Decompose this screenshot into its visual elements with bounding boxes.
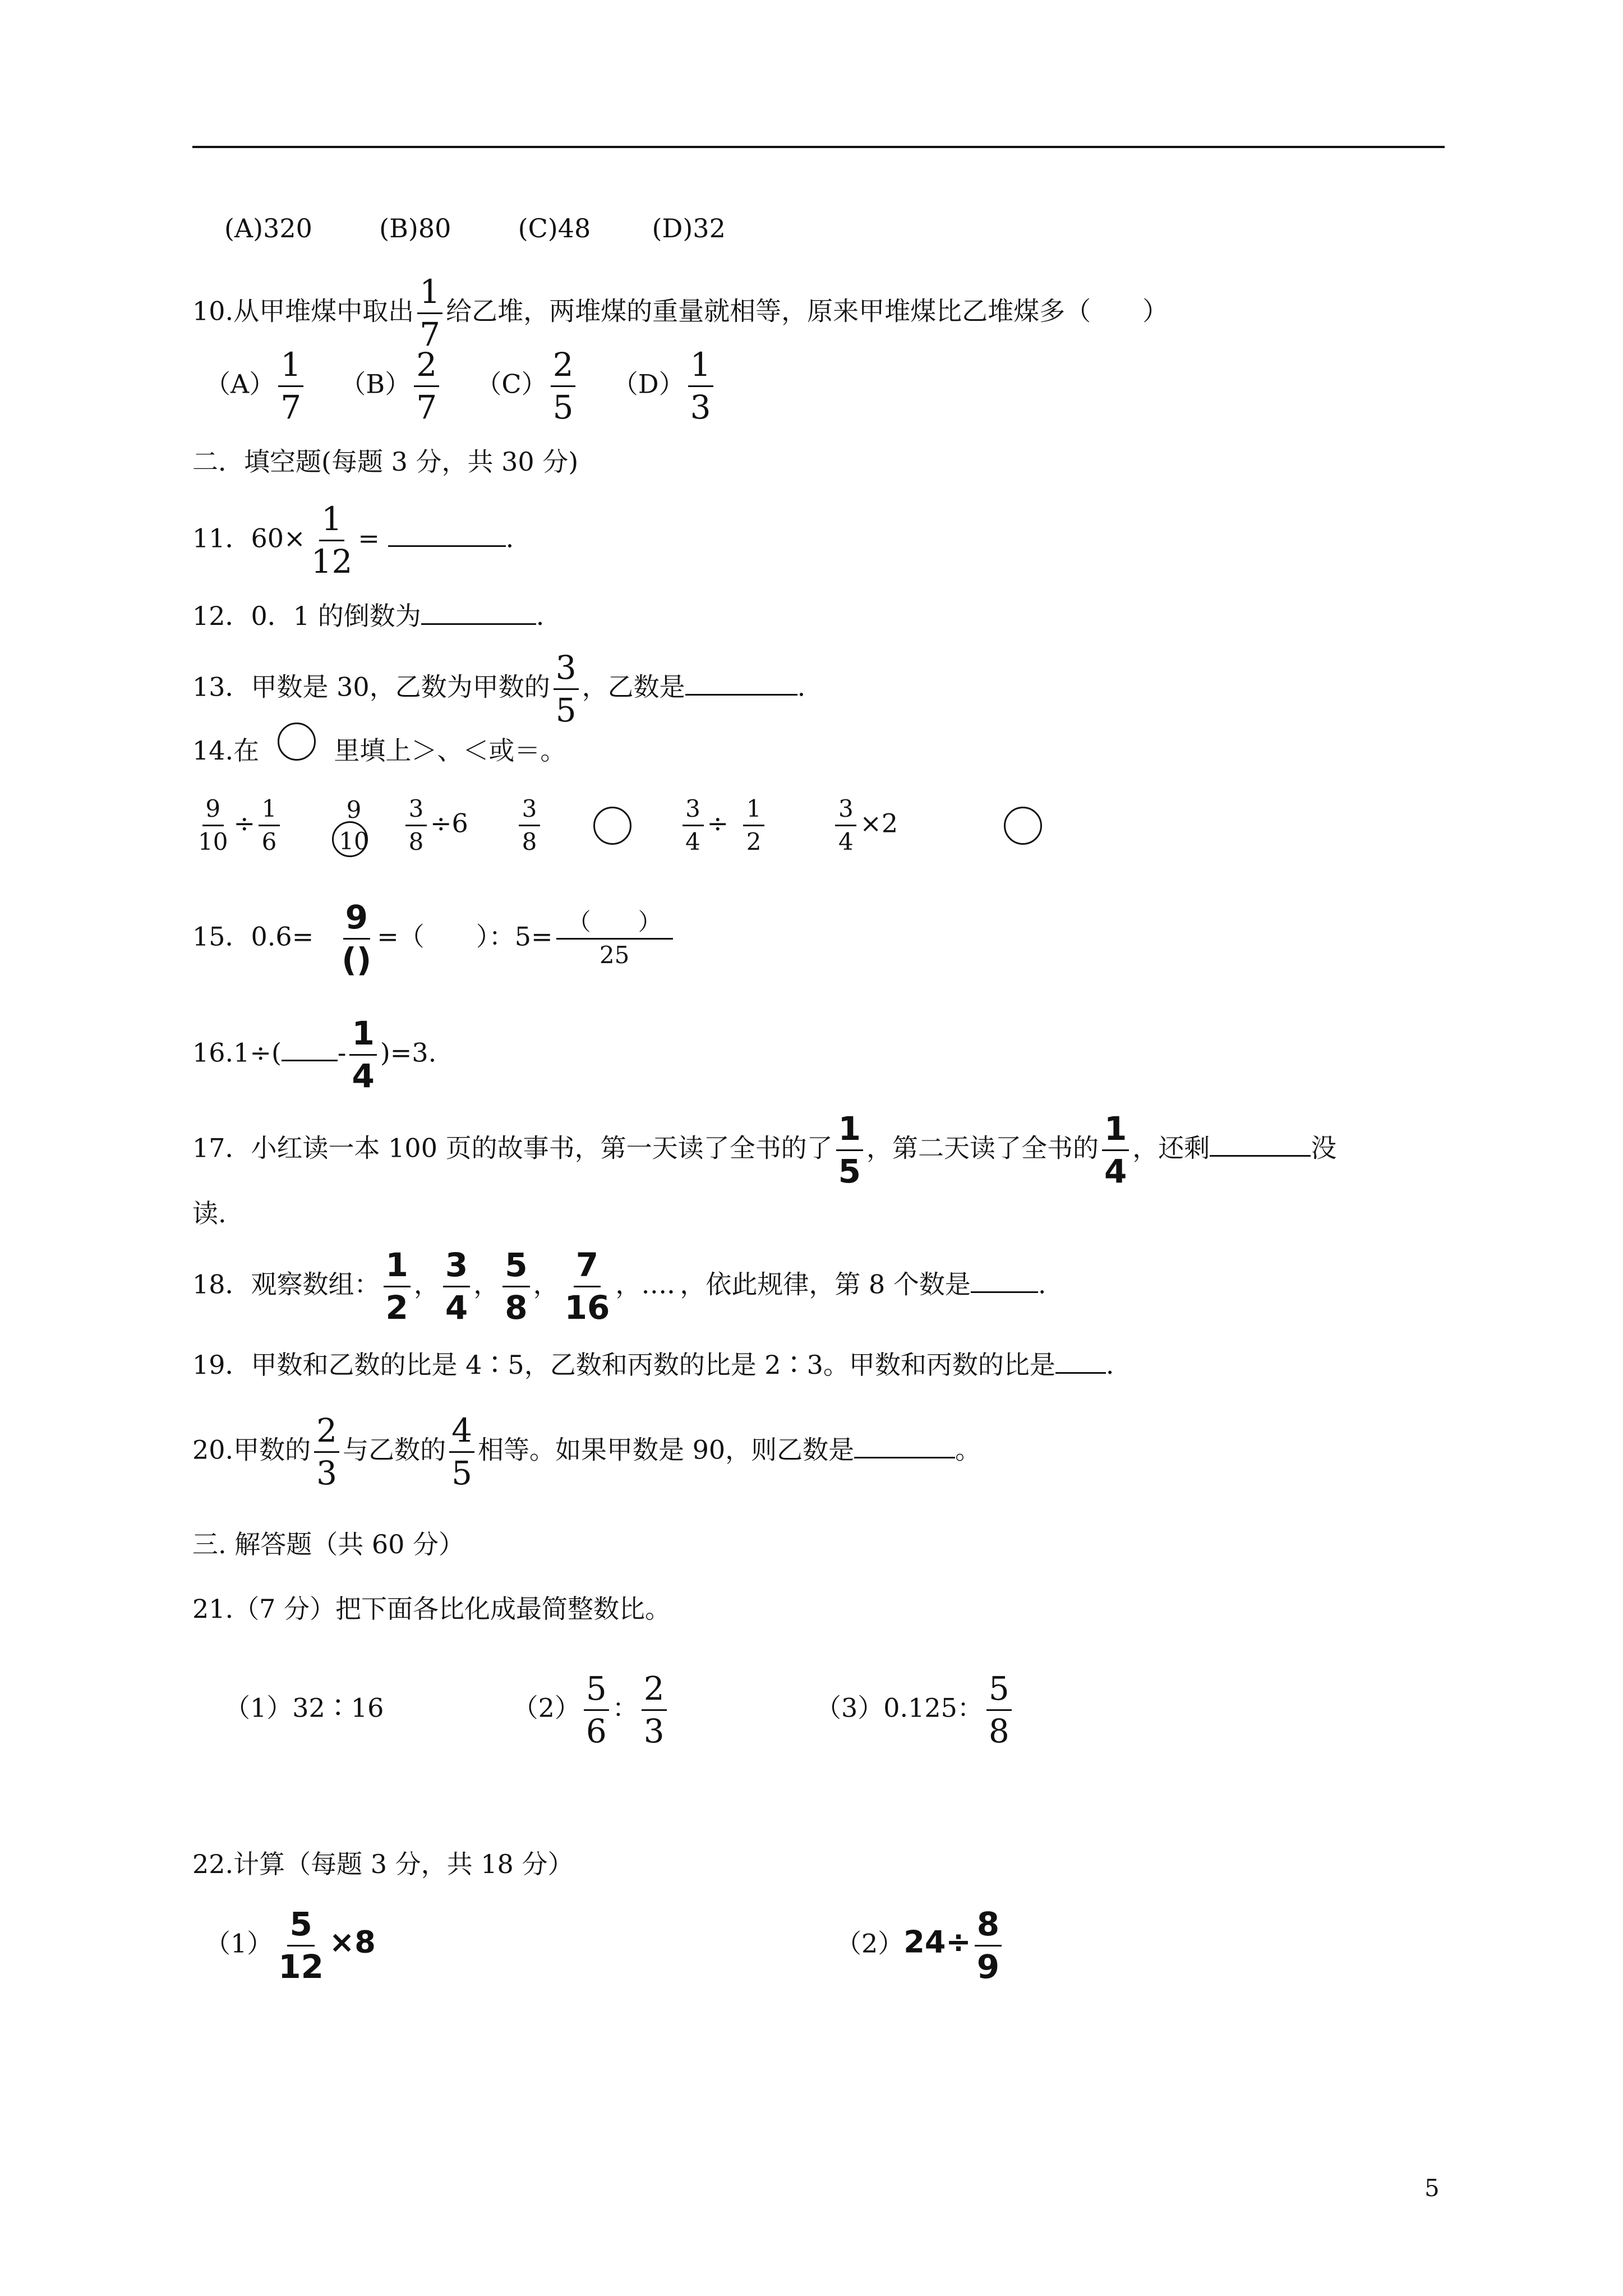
q10-opt-a-num: 1 bbox=[278, 348, 303, 387]
question-18: 18．观察数组： $\frac{1}{2}$ ， $\frac{3}{4}$ ， $\frac{5}{8}$ ， $\frac{7}{16}$ ，…．，依此规律，第 8 个数是 . bbox=[192, 1246, 1046, 1327]
q14-item3-op: ÷6 bbox=[430, 808, 468, 839]
q10-opt-b-label: （B） bbox=[340, 369, 411, 399]
q21-part-2-frac-1 bbox=[584, 1669, 609, 1750]
q10-opt-d-num: 1 bbox=[688, 348, 713, 387]
q10-opt-a-den: 7 bbox=[280, 388, 302, 426]
q18-frac-3 bbox=[502, 1248, 529, 1325]
q18-frac-2-den: 4 bbox=[445, 1288, 468, 1327]
q14-item1-b-den: 6 bbox=[261, 828, 277, 856]
q11-equals: = bbox=[358, 523, 380, 554]
q17-fraction-1 bbox=[836, 1112, 863, 1189]
q14-item3 bbox=[405, 797, 427, 854]
q14-item6-den: 4 bbox=[838, 828, 854, 856]
q20-den-2: 5 bbox=[451, 1453, 472, 1492]
header-rule bbox=[192, 146, 1445, 148]
q17-prefix: 17．小红读一本 100 页的故事书，第一天读了全书的了 bbox=[192, 1133, 833, 1163]
q14-prefix: 14.在 bbox=[192, 735, 260, 766]
q12-end: . bbox=[536, 601, 545, 631]
q11-den: 12 bbox=[311, 542, 353, 581]
q22-p2-frac bbox=[975, 1907, 1002, 1984]
q20-fraction-2 bbox=[449, 1411, 474, 1492]
q14-items bbox=[192, 797, 1042, 854]
q21-title: 21.（7 分）把下面各比化成最简整数比。 bbox=[192, 1594, 671, 1624]
q12-text: 12．0．1 的倒数为 bbox=[192, 601, 421, 631]
q14-item1-op: ÷ bbox=[233, 808, 255, 839]
q11-prefix: 11．60× bbox=[192, 523, 306, 554]
q20-num-1: 2 bbox=[314, 1414, 339, 1453]
q10-options bbox=[205, 348, 717, 425]
q17-num-2: 1 bbox=[1102, 1112, 1129, 1151]
q14-item4 bbox=[519, 797, 540, 854]
q10-opt-c-den: 5 bbox=[552, 388, 574, 426]
q17-line2: 读. bbox=[192, 1198, 227, 1228]
q14-item3-den: 8 bbox=[408, 828, 424, 856]
q20-prefix: 20.甲数的 bbox=[192, 1434, 311, 1465]
q17-den-1: 5 bbox=[838, 1152, 861, 1190]
q16-minus: - bbox=[337, 1037, 347, 1068]
q14-item3-num: 3 bbox=[405, 797, 427, 826]
q17-answer-blank[interactable] bbox=[1210, 1155, 1311, 1157]
q19-answer-blank[interactable] bbox=[1055, 1372, 1106, 1374]
q20-num-2: 4 bbox=[449, 1414, 474, 1453]
q10-opt-b-frac bbox=[414, 348, 439, 425]
q22-p2-label: （2） bbox=[836, 1928, 904, 1959]
q18-frac-3-den: 8 bbox=[505, 1288, 528, 1327]
q10-fraction bbox=[417, 275, 442, 352]
q10-suffix: 给乙堆，两堆煤的重量就相等，原来甲堆煤比乙堆煤多（ ） bbox=[446, 296, 1169, 326]
q18-frac-4-num: 7 bbox=[574, 1248, 601, 1287]
q9-option-c: (C)48 bbox=[518, 213, 591, 243]
q10-opt-b-num: 2 bbox=[414, 348, 439, 387]
q18-prefix: 18．观察数组： bbox=[192, 1269, 380, 1300]
q13-prefix: 13．甲数是 30，乙数为甲数的 bbox=[192, 671, 550, 702]
q14-item5-a-num: 3 bbox=[683, 797, 704, 826]
q20-end: 。 bbox=[955, 1434, 981, 1465]
q9-option-d: (D)32 bbox=[652, 213, 726, 243]
q9-option-b: (B)80 bbox=[379, 213, 451, 243]
q17-den-2: 4 bbox=[1104, 1152, 1127, 1190]
question-19 bbox=[192, 1352, 1114, 1378]
q14-item6 bbox=[835, 797, 856, 854]
q22-p1-frac bbox=[276, 1907, 326, 1984]
q18-frac-1 bbox=[384, 1248, 411, 1325]
q21-part-2-frac-2 bbox=[642, 1669, 667, 1750]
q18-suffix: ，…．，依此规律，第 8 个数是 bbox=[615, 1269, 971, 1300]
q14-item1-a-den: 10 bbox=[198, 828, 228, 856]
q16-fraction bbox=[349, 1016, 376, 1093]
q10-opt-c-num: 2 bbox=[551, 348, 576, 387]
q18-end: . bbox=[1038, 1269, 1046, 1300]
question-13 bbox=[192, 648, 806, 729]
q10-opt-d-label: （D） bbox=[612, 369, 685, 399]
q12-answer-blank[interactable] bbox=[421, 623, 536, 625]
q11-end: . bbox=[505, 523, 514, 554]
q10-opt-d-den: 3 bbox=[690, 388, 711, 426]
q22-p2-pre: 24÷ bbox=[903, 1924, 971, 1960]
q20-mid: 与乙数的 bbox=[343, 1434, 446, 1465]
q13-answer-blank[interactable] bbox=[685, 694, 797, 696]
q14-item5-op: ÷ bbox=[707, 808, 729, 839]
q14-item4-den: 8 bbox=[522, 828, 537, 856]
q21-p2-num-1: 5 bbox=[584, 1672, 609, 1711]
q18-frac-2 bbox=[443, 1248, 470, 1325]
q21-p2-den-2: 3 bbox=[643, 1711, 665, 1750]
q21-p3-den: 8 bbox=[988, 1711, 1009, 1750]
q10-prefix: 10.从甲堆煤中取出 bbox=[192, 296, 414, 326]
q18-frac-3-num: 5 bbox=[502, 1248, 529, 1287]
q18-frac-1-num: 1 bbox=[384, 1248, 411, 1287]
q21-p2-num-2: 2 bbox=[642, 1672, 667, 1711]
q14-circle-1[interactable] bbox=[332, 821, 368, 857]
q18-frac-1-den: 2 bbox=[385, 1288, 408, 1327]
q13-num: 3 bbox=[554, 651, 579, 690]
q18-answer-blank[interactable] bbox=[971, 1291, 1038, 1293]
q21-p2-den-1: 6 bbox=[585, 1711, 607, 1750]
q14-item5-a bbox=[683, 797, 704, 854]
q21-part-1: （1）32∶16 bbox=[224, 1692, 384, 1723]
q13-end: . bbox=[797, 671, 806, 702]
q22-part-2 bbox=[836, 1907, 1005, 1984]
q15-num: 9 bbox=[343, 900, 370, 940]
q16-prefix: 16.1÷( bbox=[192, 1037, 282, 1068]
q15-num-2[interactable]: （ ） bbox=[556, 910, 673, 940]
question-10 bbox=[192, 275, 1168, 352]
q14-item5-b-num: 1 bbox=[743, 797, 764, 826]
q18-frac-2-num: 3 bbox=[443, 1248, 470, 1287]
section-3-title: 三. 解答题（共 60 分） bbox=[192, 1529, 465, 1559]
q22-p2-den: 9 bbox=[976, 1947, 1000, 1986]
question-12 bbox=[192, 603, 544, 629]
q21-part-3-label: （3）0.125： bbox=[815, 1692, 983, 1723]
q10-frac-num: 1 bbox=[417, 275, 442, 314]
q15-prefix: 15．0.6= bbox=[192, 921, 314, 952]
q13-fraction bbox=[554, 648, 579, 729]
q17-num-1: 1 bbox=[836, 1112, 863, 1151]
q20-suffix: 相等。如果甲数是 90，则乙数是 bbox=[477, 1434, 855, 1465]
q20-den-1: 3 bbox=[316, 1453, 338, 1492]
q17-fraction-2 bbox=[1102, 1112, 1129, 1189]
q16-suffix: )=3. bbox=[380, 1037, 437, 1068]
q22-p2-num: 8 bbox=[975, 1907, 1002, 1947]
q15-den: () bbox=[342, 940, 372, 979]
q14-item6-op: ×2 bbox=[860, 808, 898, 839]
q17-end: 没 bbox=[1311, 1133, 1337, 1163]
q14-item1-a-num: 9 bbox=[202, 797, 224, 826]
question-11 bbox=[192, 502, 514, 579]
question-17 bbox=[192, 1112, 1336, 1189]
q16-num: 1 bbox=[349, 1016, 376, 1056]
question-20 bbox=[192, 1411, 981, 1492]
section-2-title: 二．填空题(每题 3 分，共 30 分) bbox=[192, 447, 579, 477]
q18-frac-4 bbox=[562, 1248, 612, 1325]
q13-den: 5 bbox=[555, 691, 577, 729]
q14-circle-2[interactable] bbox=[593, 807, 631, 845]
q22-p1-den: 12 bbox=[278, 1947, 324, 1986]
q21-part-2-label: （2） bbox=[512, 1692, 580, 1723]
q22-p1-num: 5 bbox=[287, 1907, 314, 1947]
q21-p2-colon: ： bbox=[612, 1692, 638, 1723]
q14-item2-den: 10 bbox=[339, 827, 369, 855]
q10-opt-d-frac bbox=[688, 348, 713, 425]
q17-mid: ，第二天读了全书的 bbox=[866, 1133, 1099, 1163]
q13-suffix: ，乙数是 bbox=[582, 671, 685, 702]
q22-p1-op: ×8 bbox=[329, 1924, 376, 1960]
q21-part-3-frac bbox=[986, 1669, 1012, 1750]
question-15 bbox=[192, 900, 676, 977]
q18-frac-4-den: 16 bbox=[564, 1288, 610, 1327]
question-14 bbox=[192, 735, 566, 766]
q14-item6-num: 3 bbox=[835, 797, 856, 826]
q19-end: . bbox=[1105, 1350, 1114, 1380]
page-number: 5 bbox=[1424, 2174, 1440, 2202]
q11-num: 1 bbox=[319, 502, 344, 541]
q11-fraction bbox=[309, 502, 355, 579]
q9-options bbox=[224, 215, 726, 241]
q14-circle-example bbox=[278, 723, 316, 761]
q15-fraction-2 bbox=[556, 910, 673, 968]
q10-opt-a-frac bbox=[278, 348, 303, 425]
q14-circle-3[interactable] bbox=[1004, 807, 1042, 845]
q19-text: 19．甲数和乙数的比是 4∶5，乙数和丙数的比是 2∶3。甲数和丙数的比是 bbox=[192, 1350, 1055, 1380]
q14-suffix: 里填上＞、＜或＝。 bbox=[334, 735, 566, 766]
q22-p1-label: （1） bbox=[205, 1928, 273, 1959]
q15-fraction bbox=[339, 900, 374, 977]
q20-answer-blank[interactable] bbox=[854, 1457, 955, 1458]
q10-opt-a-label: （A） bbox=[205, 369, 275, 399]
q16-den: 4 bbox=[352, 1056, 375, 1095]
q14-item1-a bbox=[196, 797, 230, 854]
q15-mid: =（ ）：5= bbox=[377, 921, 553, 952]
q10-opt-b-den: 7 bbox=[416, 388, 437, 426]
q14-item5-a-den: 4 bbox=[685, 828, 700, 856]
q14-item2-num: 9 bbox=[346, 795, 362, 823]
q17-suffix: ，还剩 bbox=[1132, 1133, 1210, 1163]
q14-item4-num: 3 bbox=[519, 797, 540, 826]
q10-opt-c-label: （C） bbox=[476, 369, 547, 399]
q14-item1-b-num: 1 bbox=[259, 797, 280, 826]
q11-answer-blank[interactable] bbox=[388, 545, 506, 547]
q22-title: 22.计算（每题 3 分，共 18 分） bbox=[192, 1849, 574, 1879]
q16-answer-blank[interactable] bbox=[282, 1060, 338, 1061]
q14-item5-b-den: 2 bbox=[746, 828, 762, 856]
q22-part-1 bbox=[205, 1907, 376, 1984]
q14-item1-b bbox=[259, 797, 280, 854]
q15-den-2: 25 bbox=[599, 941, 630, 969]
q10-frac-den: 7 bbox=[419, 315, 441, 353]
q14-item5-b bbox=[743, 797, 764, 854]
q10-opt-c-frac bbox=[551, 348, 576, 425]
q20-fraction-1 bbox=[314, 1411, 339, 1492]
q21-p3-num: 5 bbox=[986, 1672, 1012, 1711]
q21-parts bbox=[224, 1669, 1015, 1750]
question-16 bbox=[192, 1016, 436, 1093]
q9-option-a: (A)320 bbox=[224, 213, 312, 243]
